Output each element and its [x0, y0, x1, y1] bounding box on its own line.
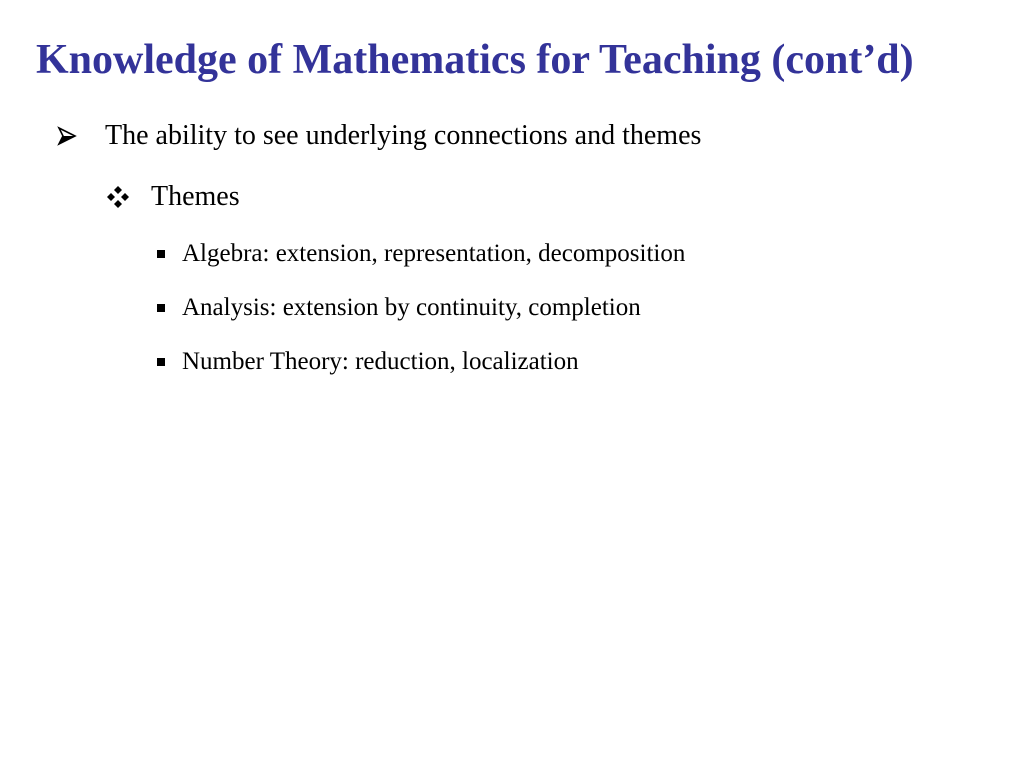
bullet-item-text: Number Theory: reduction, localization [182, 348, 579, 375]
slide-title: Knowledge of Mathematics for Teaching (cont’d) [36, 37, 914, 83]
bullet-item-level-1 [56, 116, 701, 156]
four-diamond-bullet-icon [104, 177, 132, 217]
bullet-item-level-3 [154, 345, 579, 379]
bullet-item-text: The ability to see underlying connections and themes [105, 120, 702, 151]
square-bullet-icon [154, 345, 168, 379]
square-bullet-icon [154, 291, 168, 325]
bullet-item-text: Themes [151, 181, 240, 212]
bullet-item-level-2 [104, 177, 240, 217]
arrow-bullet-icon [56, 116, 78, 156]
bullet-item-level-3 [154, 291, 641, 325]
square-bullet-icon [154, 237, 168, 271]
bullet-item-level-3 [154, 237, 685, 271]
bullet-item-text: Analysis: extension by continuity, completion [182, 294, 641, 321]
bullet-item-text: Algebra: extension, representation, decomposition [182, 240, 686, 267]
